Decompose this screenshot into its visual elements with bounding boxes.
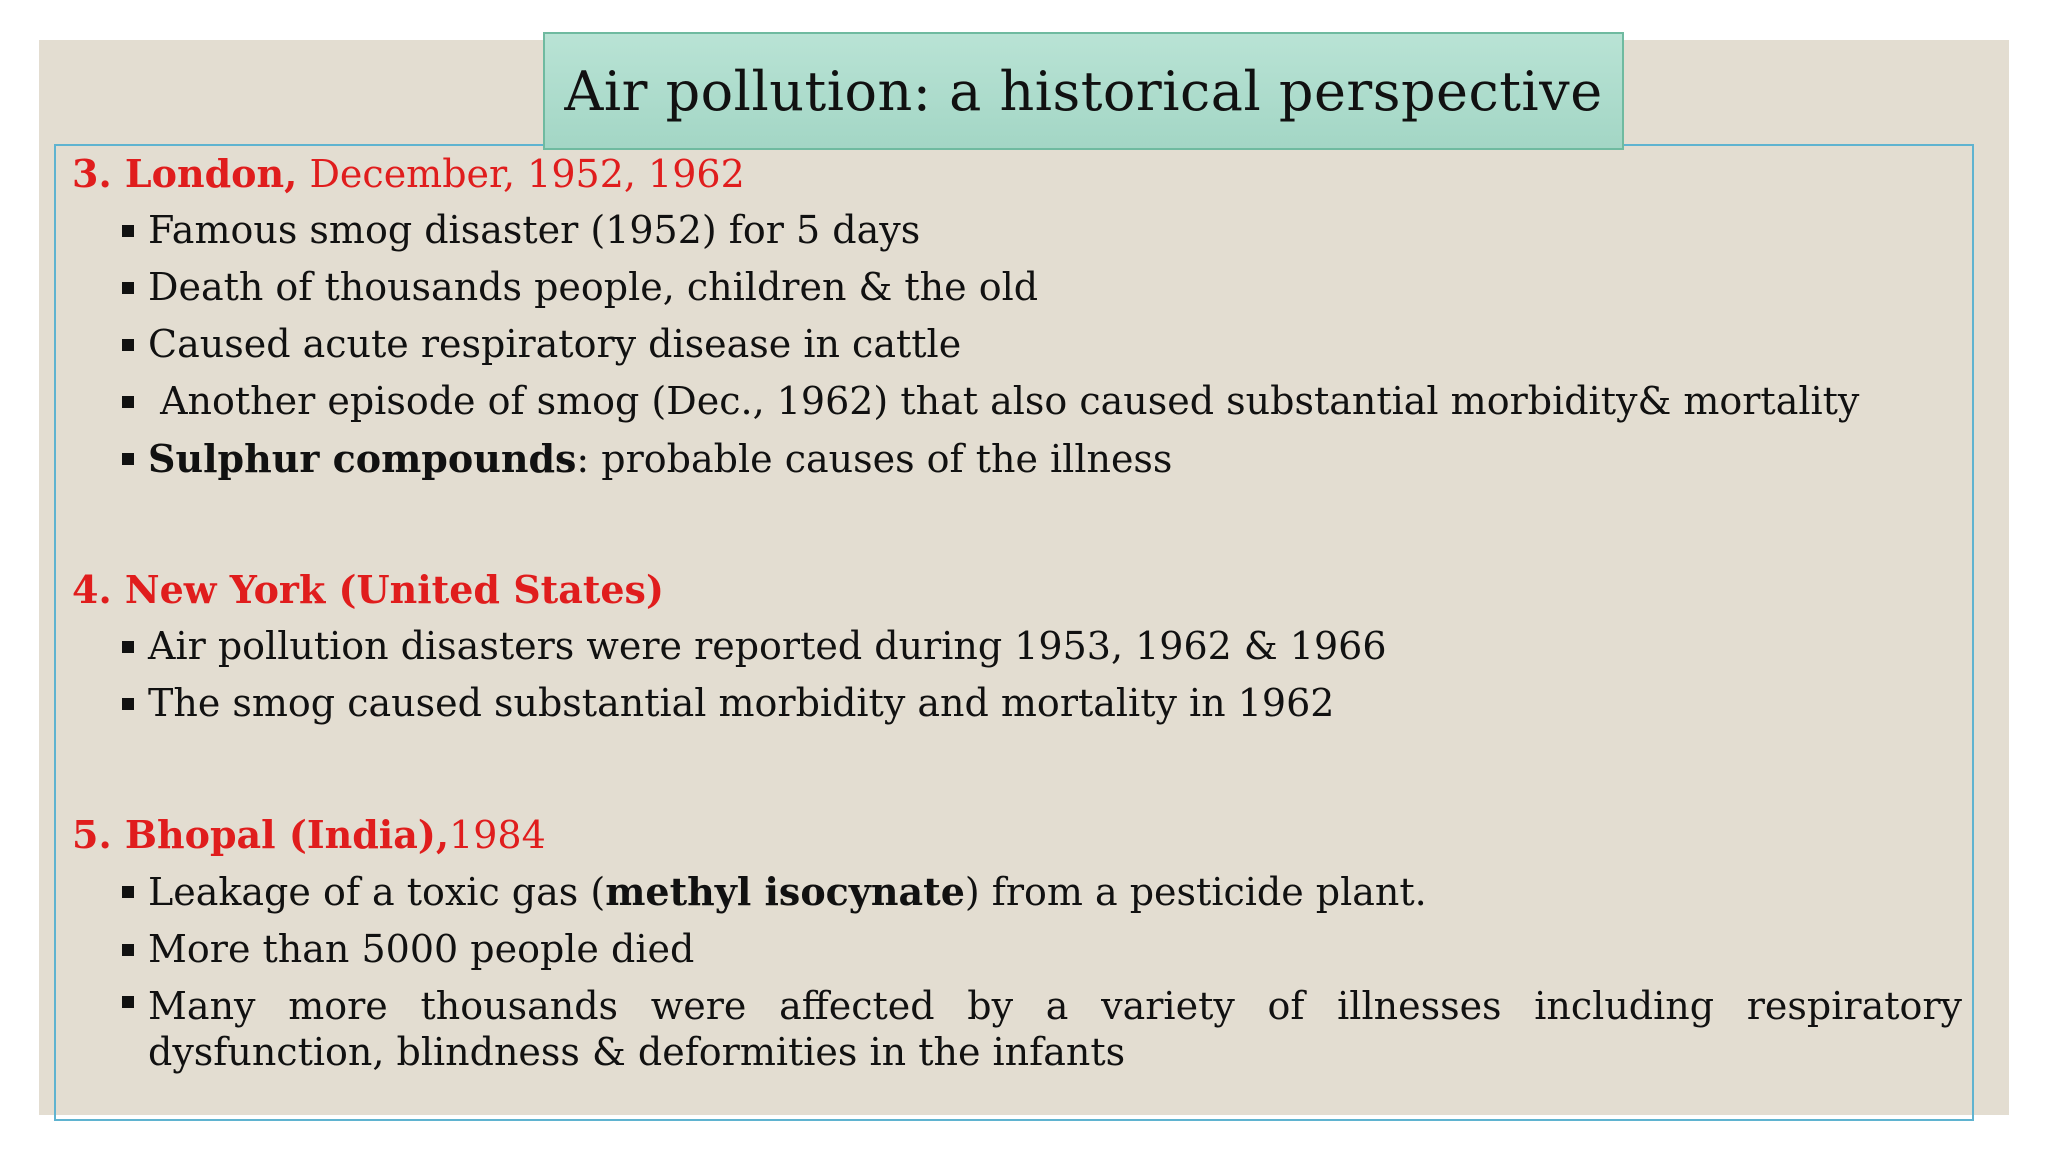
page-title: Air pollution: a historical perspective (564, 59, 1603, 123)
list-item-text: Many more thousands were affected by a variety of illnesses including respiratory dysfunction, blindness & deformities in the infants (148, 984, 1962, 1074)
list-item (72, 430, 1962, 488)
list-item (72, 618, 1962, 675)
heading-rest: December, 1952, 1962 (297, 152, 745, 196)
list-item-bold: Sulphur compounds (148, 436, 577, 481)
square-bullet-icon (122, 641, 134, 653)
list-item (72, 978, 1962, 1075)
list-item-text: Famous smog disaster (1952) for 5 days (148, 208, 921, 252)
square-bullet-icon (122, 282, 134, 294)
list-item (72, 863, 1962, 921)
heading-bold: 5. Bhopal (India), (72, 812, 450, 857)
list-item-text: Death of thousands people, children & the old (148, 265, 1039, 309)
heading-bold: 4. New York (United States) (72, 567, 664, 612)
bullet-list (72, 618, 1962, 732)
square-bullet-icon (122, 396, 134, 408)
list-item (72, 259, 1962, 316)
heading-rest: 1984 (449, 813, 546, 857)
bullet-list (72, 863, 1962, 1075)
heading-bold: 3. London, (72, 151, 298, 196)
square-bullet-icon (122, 698, 134, 710)
list-item-bold: methyl isocynate (605, 869, 965, 914)
section-london (72, 146, 1962, 488)
section-heading (72, 146, 1962, 202)
section-heading (72, 562, 1962, 618)
square-bullet-icon (122, 944, 134, 956)
list-item (72, 316, 1962, 373)
list-item-text: ) from a pesticide plant. (964, 870, 1427, 914)
list-item-text: Caused acute respiratory disease in cattle (148, 322, 962, 366)
section-new-york (72, 562, 1962, 732)
section-heading (72, 807, 1962, 863)
section-bhopal (72, 807, 1962, 1075)
square-bullet-icon (122, 225, 134, 237)
list-item-text: The smog caused substantial morbidity and mortality in 1962 (148, 681, 1335, 725)
list-item-text: Leakage of a toxic gas ( (148, 870, 606, 914)
square-bullet-icon (122, 339, 134, 351)
list-item-text: More than 5000 people died (148, 927, 695, 971)
list-item-text: : probable causes of the illness (576, 437, 1173, 481)
list-item-text: Air pollution disasters were reported during 1953, 1962 & 1966 (148, 624, 1387, 668)
list-item (72, 202, 1962, 259)
list-item (72, 675, 1962, 732)
bullet-list (72, 202, 1962, 488)
square-bullet-icon (122, 996, 134, 1008)
list-item (72, 373, 1962, 430)
list-item (72, 921, 1962, 978)
square-bullet-icon (122, 886, 134, 898)
list-item-text: Another episode of smog (Dec., 1962) that also caused substantial morbidity& mortality (148, 379, 1860, 423)
title-banner (543, 32, 1624, 150)
square-bullet-icon (122, 453, 134, 465)
